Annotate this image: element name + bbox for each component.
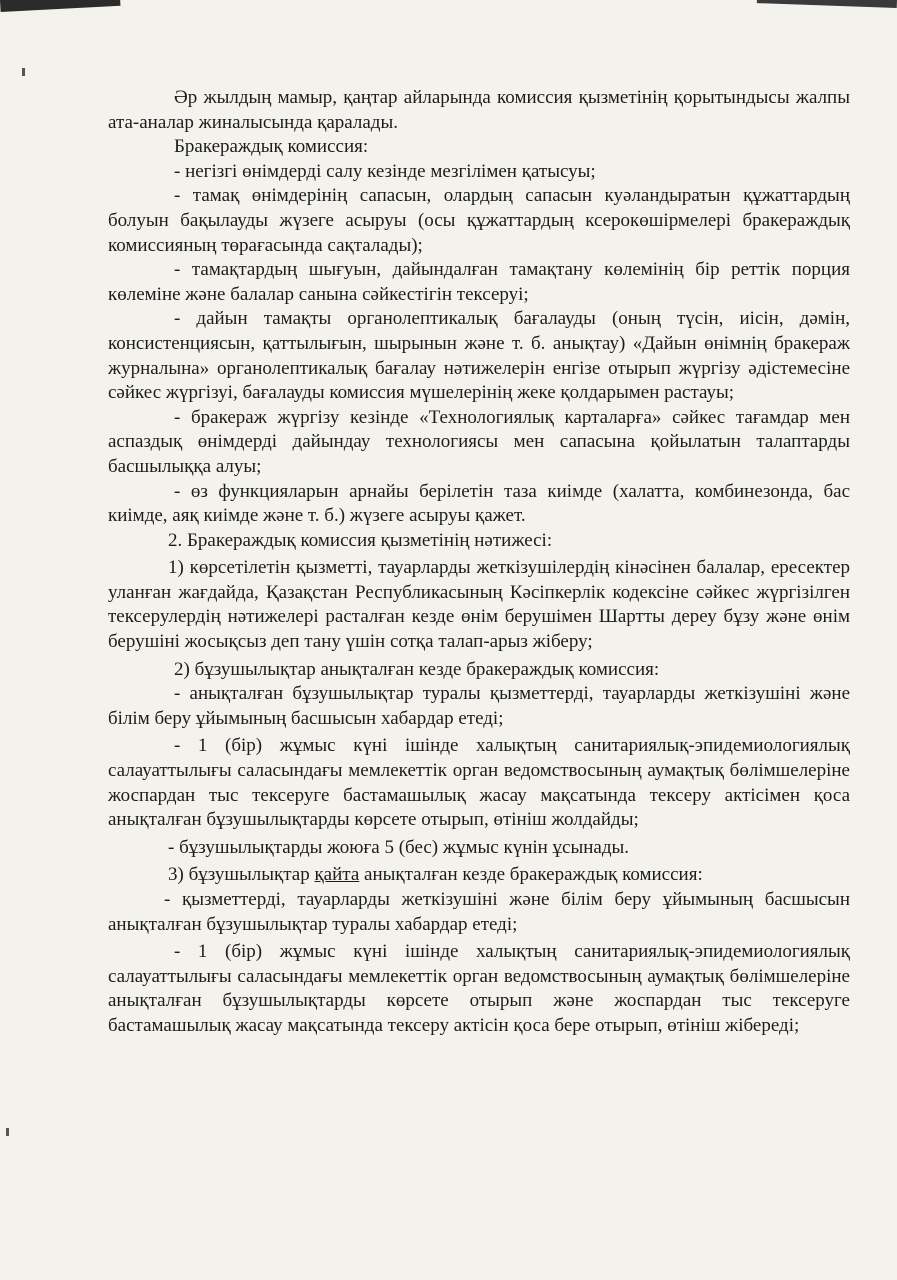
paragraph-intro: Әр жылдың мамыр, қаңтар айларында комиссия қызметінің қорытындысы жалпы ата-аналар жиналысында қаралады.: [108, 87, 850, 133]
result-3-suffix: анықталған кезде бракераждық комиссия:: [359, 864, 703, 886]
paragraph-duty-3: - тамақтардың шығуын, дайындалған тамақтану көлемінің бір реттік порция көлеміне және балалар санына сәйкестігін тексеруі;: [108, 259, 850, 305]
document-body: [108, 86, 850, 1039]
paragraph-result-2: 2) бұзушылықтар анықталған кезде бракераждық комиссия:: [174, 658, 660, 680]
paragraph-commission-heading: Бракераждық комиссия:: [174, 136, 369, 158]
scan-mark: [22, 68, 25, 76]
paragraph-result-3: [108, 863, 850, 888]
scan-mark: [6, 1128, 9, 1136]
paragraph-duty-1: - негізгі өнімдерді салу кезінде мезгілімен қатысуы;: [174, 160, 596, 182]
paragraph-section-2-heading: 2. Бракераждық комиссия қызметінің нәтижесі:: [168, 529, 553, 551]
paragraph-duty-5: - бракераж жүргізу кезінде «Технологиялық карталарға» сәйкес тағамдар мен аспаздық өнімдерді дайындау технологиясы мен сапасына қойылатын талаптарды басшылыққа алуы;: [108, 406, 850, 477]
paragraph-duty-2: - тамақ өнімдерінің сапасын, олардың сапасын куәландыратын құжаттардың болуын бақылауды жүзеге асыруы (осы құжаттардың ксерокөшірмелері бракераждық комиссияның төрағасында сақталады);: [108, 185, 850, 256]
paragraph-result-2-c: - бұзушылықтарды жоюға 5 (бес) жұмыс күнін ұсынады.: [168, 836, 630, 858]
result-3-underlined-word: қайта: [314, 864, 360, 886]
paragraph-result-1: 1) көрсетілетін қызметті, тауарларды жеткізушілердің кінәсінен балалар, ересектер уланған жағдайда, Қазақстан Республикасының Кәсіпкерлік кодексіне сәйкес жүргізілген тексерулердің нәтижелері расталған кезде өнім берушімен Шартты дереу бұзу және өнім берушіні жосықсыз деп тану үшін сотқа талап-арыз жіберу;: [108, 557, 850, 653]
paragraph-duty-4: - дайын тамақты органолептикалық бағалауды (оның түсін, иісін, дәмін, консистенциясын, қаттылығын, шырынын және т. б. анықтау) «Дайын өнімнің бракераж журналына» органолептикалық бағалау нәтижелерін енгізе отырып жүргізу әдістемесіне сәйкес жүргізуі, бағалауды комиссия мүшелерінің жеке қолдарымен растауы;: [108, 308, 850, 404]
paragraph-duty-6: - өз функцияларын арнайы берілетін таза киімде (халатта, комбинезонда, бас киімде, аяқ киімде және т. б.) жүзеге асыруы қажет.: [108, 480, 850, 527]
paragraph-result-2-a: - анықталған бұзушылықтар туралы қызметтерді, тауарларды жеткізушіні және білім беру ұйымының басшысын хабардар етеді;: [108, 683, 850, 729]
result-3-prefix: 3) бұзушылықтар: [168, 864, 315, 886]
paragraph-result-3-b: - 1 (бір) жұмыс күні ішінде халықтың санитариялық-эпидемиологиялық салауаттылығы саласындағы мемлекеттік орган ведомствосының аумақтық бөлімшелеріне анықталған бұзушылықтарды көрсете отырып және жоспардан тыс тексеруге бастамашылық жасау мақсатында тексеру актісін қоса бере отырып, өтініш жібереді;: [108, 941, 850, 1036]
paragraph-result-3-a: - қызметтерді, тауарларды жеткізушіні және білім беру ұйымының басшысын анықталған бұзушылықтар туралы хабардар етеді;: [108, 889, 850, 935]
paragraph-result-2-b: - 1 (бір) жұмыс күні ішінде халықтың санитариялық-эпидемиологиялық салауаттылығы саласындағы мемлекеттік орган ведомствосының аумақтық бөлімшелеріне жоспардан тыс тексеруге бастамашылық жасау мақсатында тексеру актісімен қоса анықталған бұзушылықтарды көрсете отырып, өтініш жолдайды;: [108, 735, 850, 831]
